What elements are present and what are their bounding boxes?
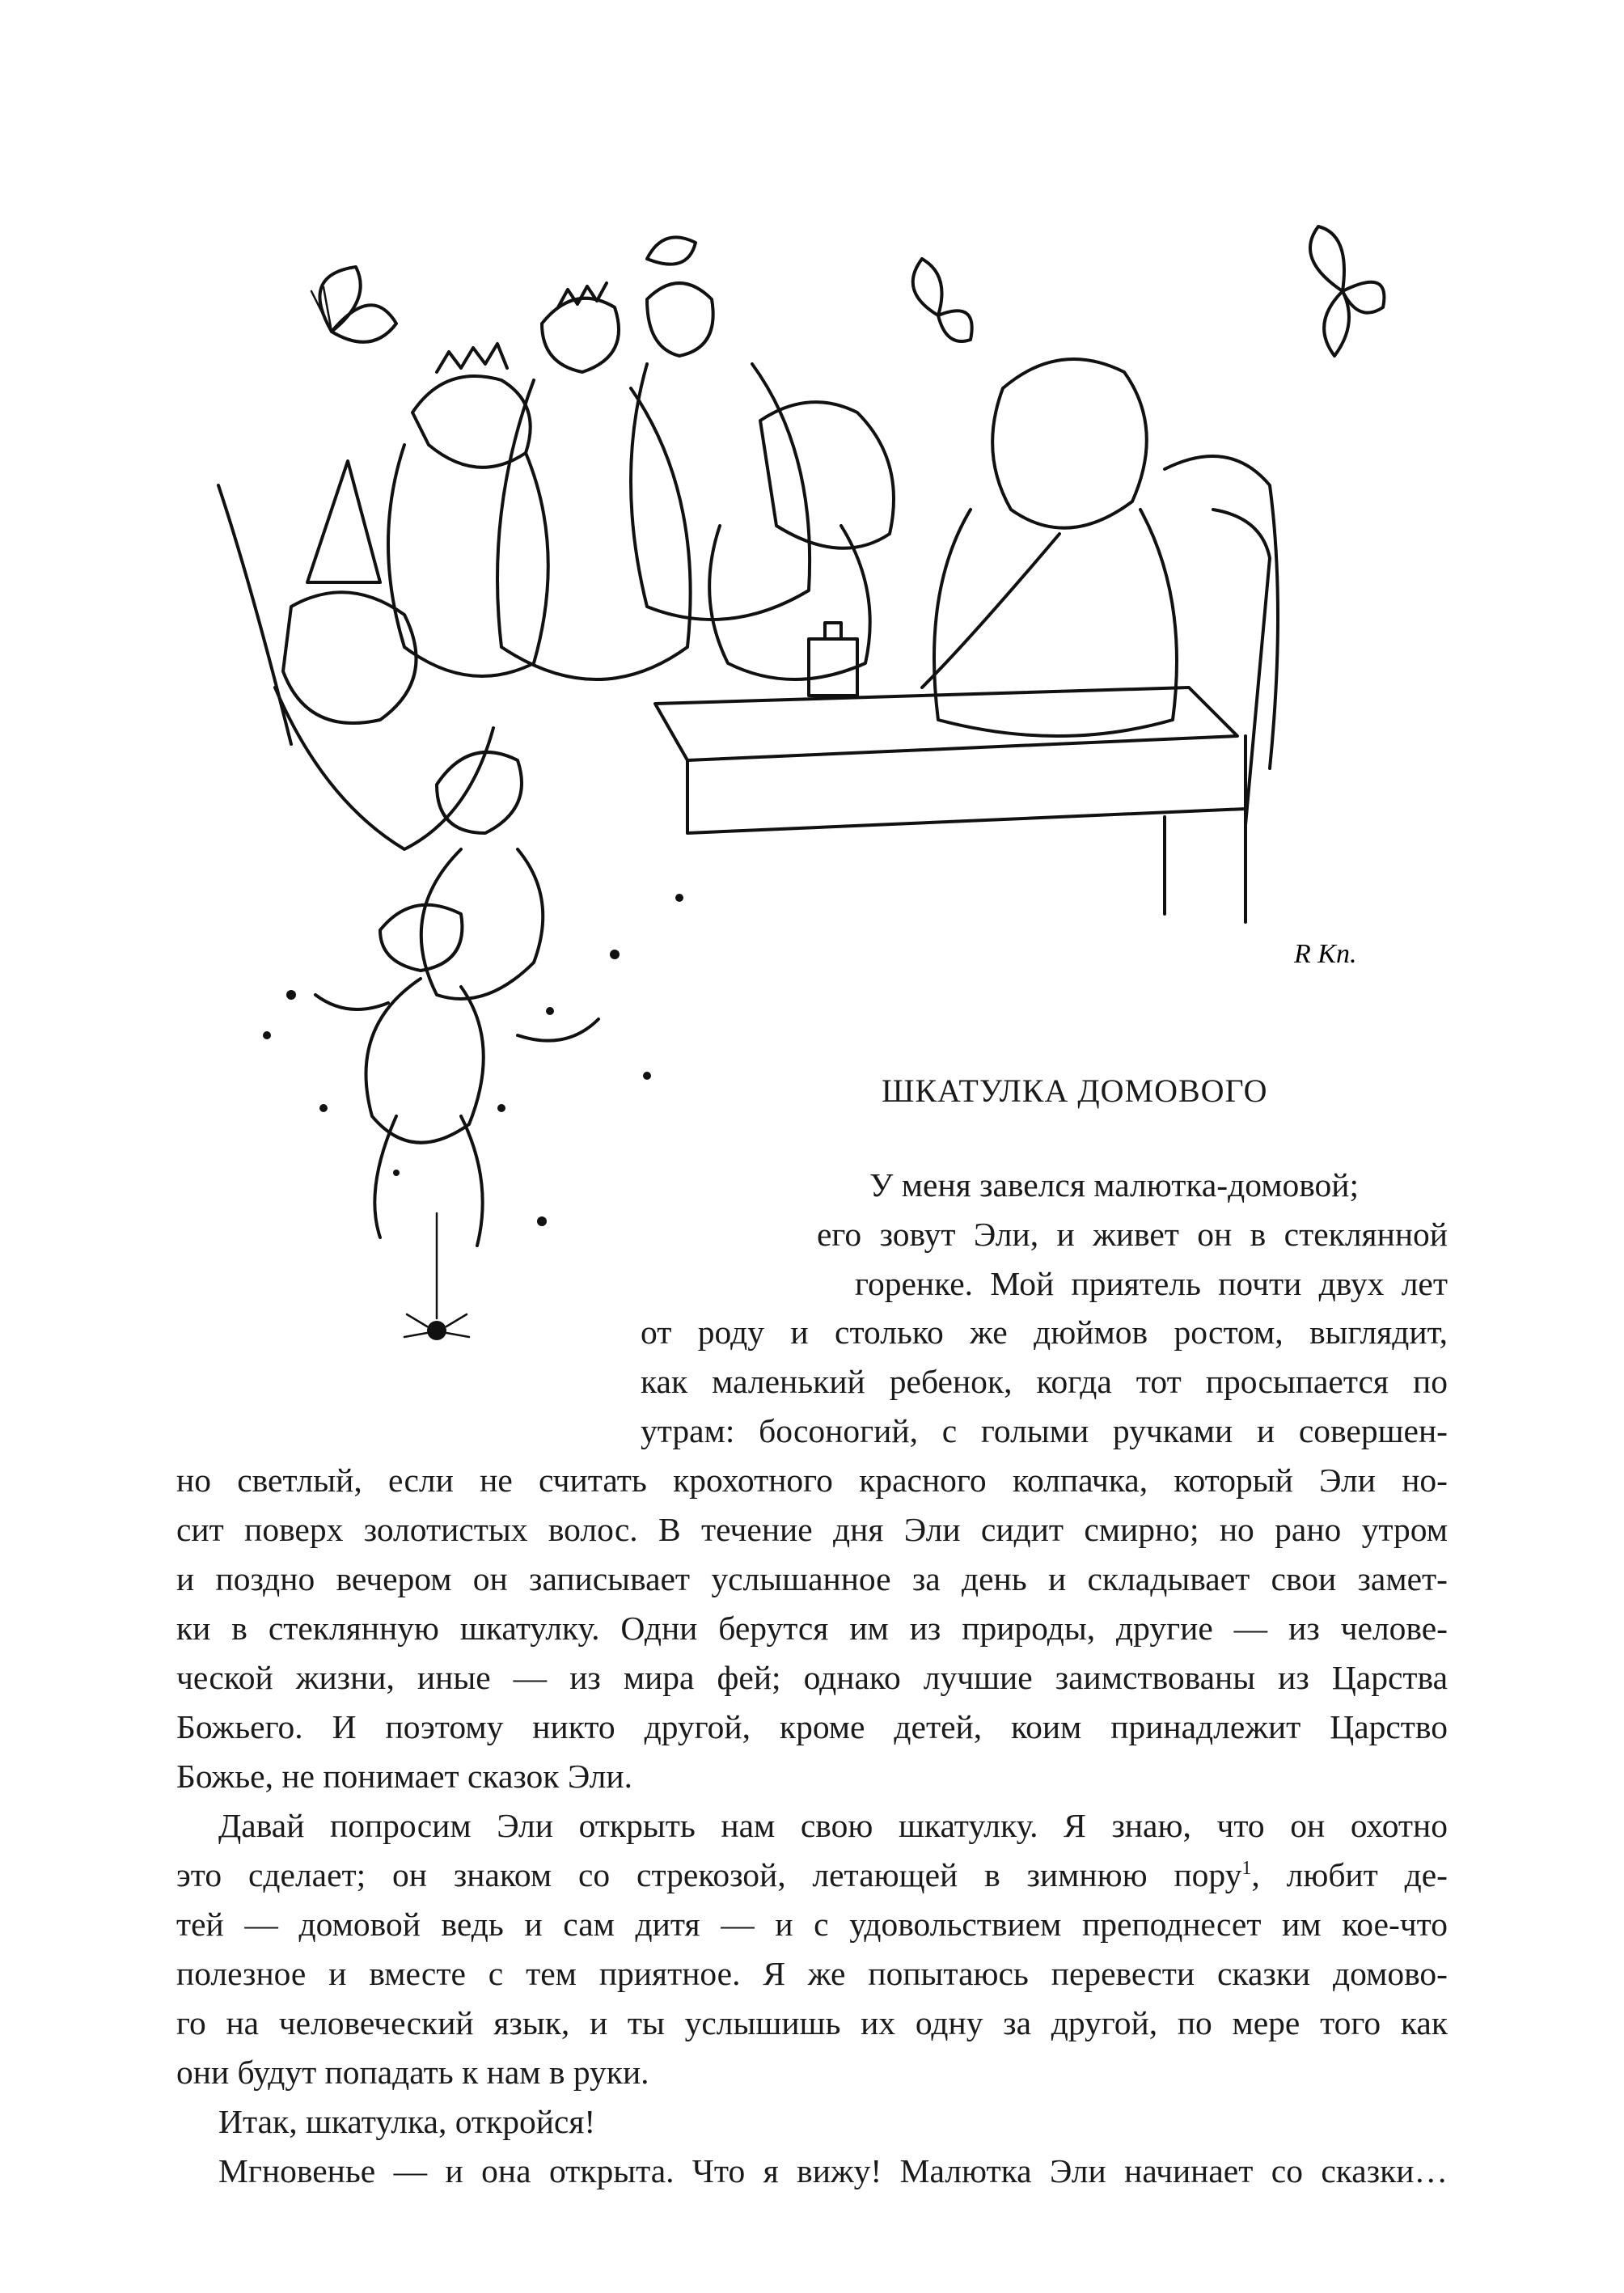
text-line: горенке. Мой приятель почти двух лет — [855, 1265, 1448, 1302]
text-line: сит поверх золотистых волос. В течение дня Эли сидит смирно; но рано утром — [176, 1511, 1448, 1548]
text-line: они будут попадать к нам в руки. — [176, 2054, 649, 2091]
paragraph-4: Мгновенье — и она открыта. Что я вижу! Малютка Эли начинает со сказки… — [218, 2152, 1448, 2189]
text-line: го на человеческий язык, и ты услышишь их одну за другой, по мере того как — [176, 2004, 1448, 2041]
text-line: как маленький ребенок, когда тот просыпается по — [641, 1363, 1448, 1400]
butterfly-icon — [311, 267, 396, 342]
text-segment: это сделает; он знаком со стрекозой, летающей в зимнюю пору — [176, 1856, 1242, 1893]
quill-icon — [922, 534, 1059, 687]
butterfly-icon — [913, 259, 972, 341]
paragraph-3: Итак, шкатулка, откройся! — [218, 2103, 596, 2140]
text-line: но светлый, если не считать крохотного красного колпачка, который Эли но- — [176, 1462, 1448, 1499]
text-line: У меня завелся малютка-домовой; — [869, 1166, 1360, 1204]
inkwell-icon — [809, 639, 857, 696]
text-line: Божье, не понимает сказок Эли. — [176, 1758, 632, 1795]
wizard-hat-icon — [307, 461, 380, 582]
text-line: Давай попросим Эли открыть нам свою шкатулку. Я знаю, что он охотно — [218, 1807, 1448, 1844]
boy-head — [992, 359, 1147, 528]
text-line: ческой жизни, иные — из мира фей; однако лучшие заимствованы из Царства — [176, 1659, 1448, 1696]
text-line: Божьего. И поэтому никто другой, кроме детей, коим принадлежит Царство — [176, 1708, 1448, 1745]
text-line: его зовут Эли, и живет он в стеклянной — [817, 1216, 1448, 1253]
text-line: утрам: босоногий, с голыми ручками и совершен- — [641, 1412, 1448, 1449]
text-line: полезное и вместе с тем приятное. Я же попытаюсь перевести сказки домово- — [176, 1955, 1448, 1992]
text-line: ки в стеклянную шкатулку. Одни берутся им из природы, другие — из челове- — [176, 1610, 1448, 1647]
story-title: ШКАТУЛКА ДОМОВОГО — [882, 1072, 1268, 1109]
text-segment: , любит де- — [1251, 1856, 1448, 1893]
spider-icon — [427, 1321, 446, 1340]
text-line: и поздно вечером он записывает услышанное за день и складывает свои замет- — [176, 1560, 1448, 1597]
crown-icon — [437, 344, 507, 372]
text-line: тей — домовой ведь и сам дитя — и с удовольствием преподнесет им кое-что — [176, 1906, 1448, 1943]
butterfly-icon — [1310, 226, 1384, 356]
desk — [655, 687, 1237, 760]
wand-icon — [218, 485, 291, 744]
artist-signature: R Kn. — [1294, 939, 1357, 969]
text-line-with-footnote — [176, 1856, 1448, 1893]
sparkles — [263, 894, 683, 1226]
footnote-mark[interactable]: 1 — [1241, 1858, 1252, 1880]
text-line: от роду и столько же дюймов ростом, выглядит, — [641, 1314, 1448, 1351]
